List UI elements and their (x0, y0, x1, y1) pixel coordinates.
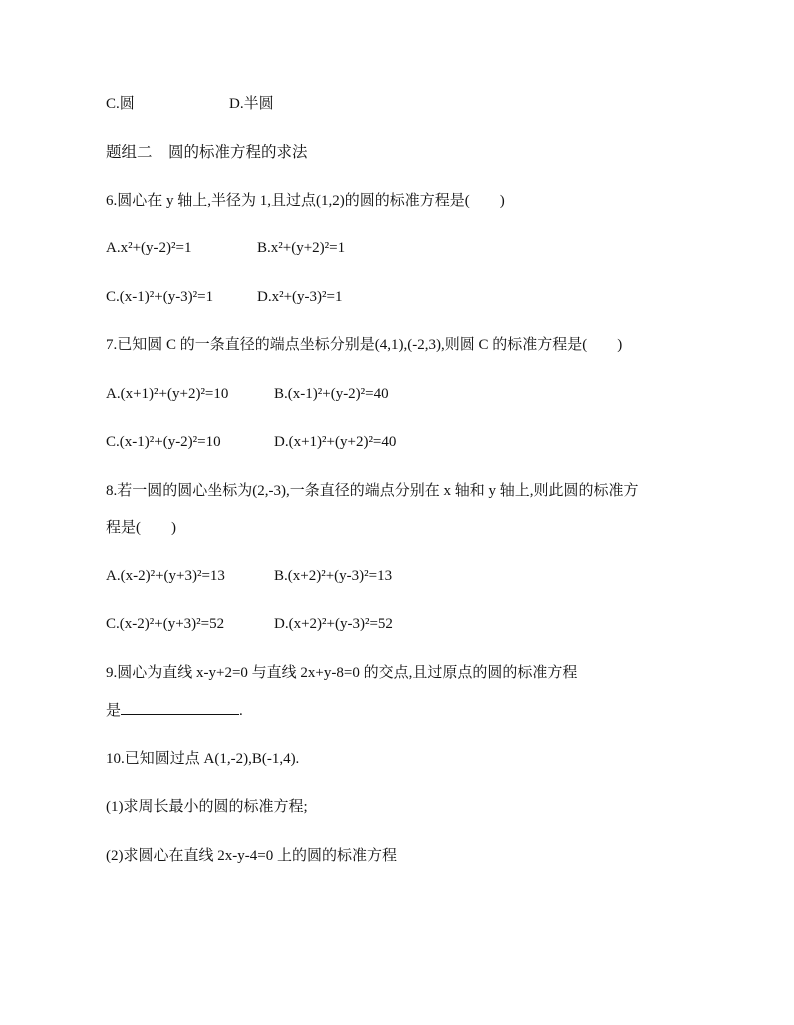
q8-option-d: D.(x+2)²+(y-3)²=52 (274, 616, 393, 632)
section-heading: 题组二 圆的标准方程的求法 (106, 144, 308, 161)
q9-stem-line-1: 9.圆心为直线 x-y+2=0 与直线 2x+y-8=0 的交点,且过原点的圆的标准方程 (106, 665, 578, 681)
q7-options-row-1 (106, 384, 389, 404)
q5-option-d: D.半圆 (229, 96, 274, 112)
q6-stem: 6.圆心在 y 轴上,半径为 1,且过点(1,2)的圆的标准方程是( ) (106, 193, 505, 209)
q8-options-row-1 (106, 566, 393, 586)
q8-option-c: C.(x-2)²+(y+3)²=52 (106, 616, 225, 632)
q7-option-d: D.(x+1)²+(y+2)²=40 (274, 434, 397, 450)
q9-stem-prefix: 是 (106, 703, 122, 719)
q9-answer-blank (121, 700, 239, 715)
q6-option-d: D.x²+(y-3)²=1 (257, 289, 343, 305)
q6-options-row-2 (106, 287, 343, 307)
q7-option-b: B.(x-1)²+(y-2)²=40 (274, 386, 389, 402)
q5-options-row (106, 94, 274, 114)
q8-option-b: B.(x+2)²+(y-3)²=13 (274, 568, 393, 584)
q8-stem-line-1: 8.若一圆的圆心坐标为(2,-3),一条直径的端点分别在 x 轴和 y 轴上,则此圆的标准方 (106, 483, 639, 499)
q10-part-2: (2)求圆心在直线 2x-y-4=0 上的圆的标准方程 (106, 848, 397, 864)
q6-options-row-1 (106, 238, 346, 258)
q8-stem-line-2: 程是( ) (106, 520, 176, 536)
q6-option-c: C.(x-1)²+(y-3)²=1 (106, 289, 214, 305)
q5-option-c: C.圆 (106, 96, 135, 112)
q8-options-row-2 (106, 614, 393, 634)
q8-option-a: A.(x-2)²+(y+3)²=13 (106, 568, 225, 584)
q9-stem-suffix: . (239, 703, 243, 719)
q9-stem-line-2 (106, 700, 243, 721)
q6-option-b: B.x²+(y+2)²=1 (257, 240, 346, 256)
q7-option-c: C.(x-1)²+(y-2)²=10 (106, 434, 221, 450)
q10-stem: 10.已知圆过点 A(1,-2),B(-1,4). (106, 751, 300, 767)
q7-options-row-2 (106, 432, 397, 452)
q6-option-a: A.x²+(y-2)²=1 (106, 240, 192, 256)
q10-part-1: (1)求周长最小的圆的标准方程; (106, 799, 308, 815)
q7-stem: 7.已知圆 C 的一条直径的端点坐标分别是(4,1),(-2,3),则圆 C 的标准方程是( ) (106, 337, 623, 353)
q7-option-a: A.(x+1)²+(y+2)²=10 (106, 386, 229, 402)
